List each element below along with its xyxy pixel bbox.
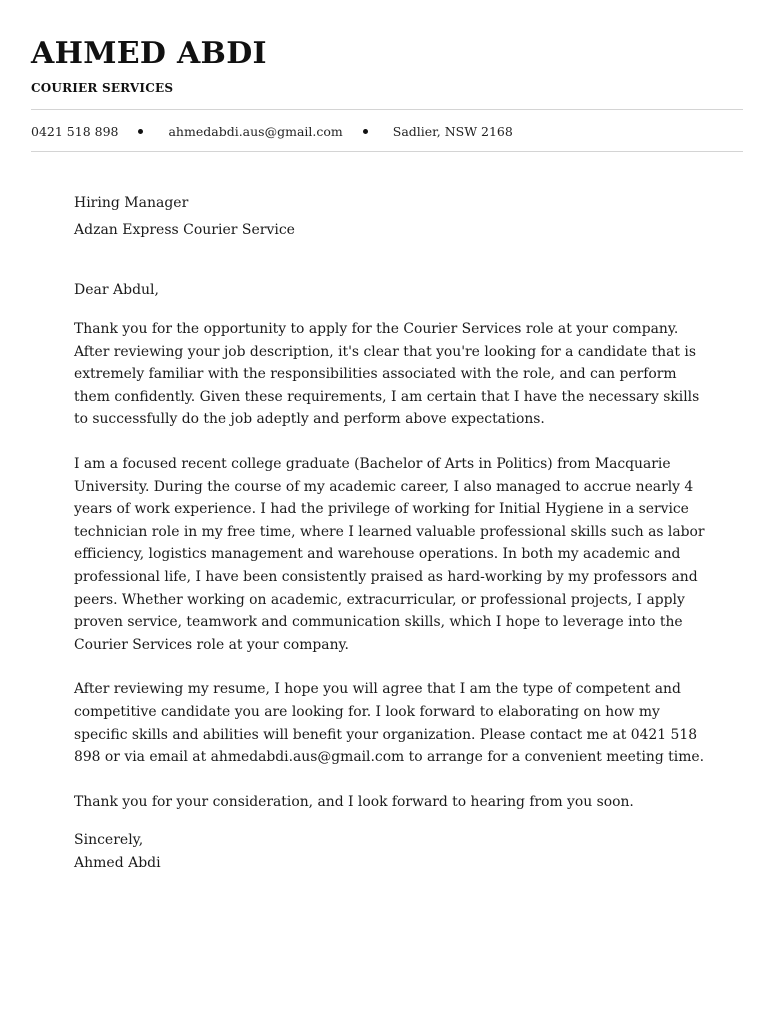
contact-email: ahmedabdi.aus@gmail.com	[168, 123, 343, 139]
recipient-title: Hiring Manager	[74, 195, 189, 211]
header-divider-top	[31, 109, 743, 110]
bullet-separator-icon	[363, 129, 368, 134]
closing-signature: Ahmed Abdi	[74, 855, 161, 872]
contact-info-row	[31, 121, 513, 141]
body-paragraph: Thank you for the opportunity to apply for the Courier Services role at your company. After reviewing your job description, it's clear that you're looking for a candidate that is extremely familiar with the responsibilities associated with the role, and can perform them confidently. Given these requirements, I am certain that I have the necessary skills to successfully do the job adeptly and perform above expectations.	[74, 321, 700, 428]
recipient-company: Adzan Express Courier Service	[74, 222, 295, 238]
letter-header	[31, 34, 743, 95]
salutation: Dear Abdul,	[74, 282, 159, 298]
contact-phone: 0421 518 898	[31, 123, 119, 139]
body-paragraph: After reviewing my resume, I hope you will agree that I am the type of competent and competitive candidate you are looking for. I look forward to elaborating on how my specific skills and abilities will benefit your organization. Please contact me at 0421 518 898 or via email at ahmedabdi.aus@gmail.com to arrange for a convenient meeting time.	[74, 681, 705, 766]
closing-signoff: Sincerely,	[74, 832, 144, 849]
body-paragraph: I am a focused recent college graduate (Bachelor of Arts in Politics) from Macquarie University. During the course of my academic career, I also managed to accrue nearly 4 years of work experience. I had the privilege of working for Initial Hygiene in a service technician role in my free time, where I learned valuable professional skills such as labor efficiency, logistics management and warehouse operations. In both my academic and professional life, I have been consistently praised as hard-working by my professors and peers. Whether working on academic, extracurricular, or professional projects, I apply proven service, teamwork and communication skills, which I hope to leverage into the Courier Services role at your company.	[74, 455, 705, 653]
body-paragraph: Thank you for your consideration, and I look forward to hearing from you soon.	[74, 793, 634, 810]
header-divider-bottom	[31, 151, 743, 152]
applicant-role: COURIER SERVICES	[31, 81, 174, 95]
applicant-name: AHMED ABDI	[31, 36, 267, 71]
contact-location: Sadlier, NSW 2168	[392, 123, 513, 139]
closing-block	[74, 829, 714, 875]
bullet-separator-icon	[138, 129, 143, 134]
recipient-block	[74, 190, 714, 244]
letter-body	[74, 190, 714, 875]
